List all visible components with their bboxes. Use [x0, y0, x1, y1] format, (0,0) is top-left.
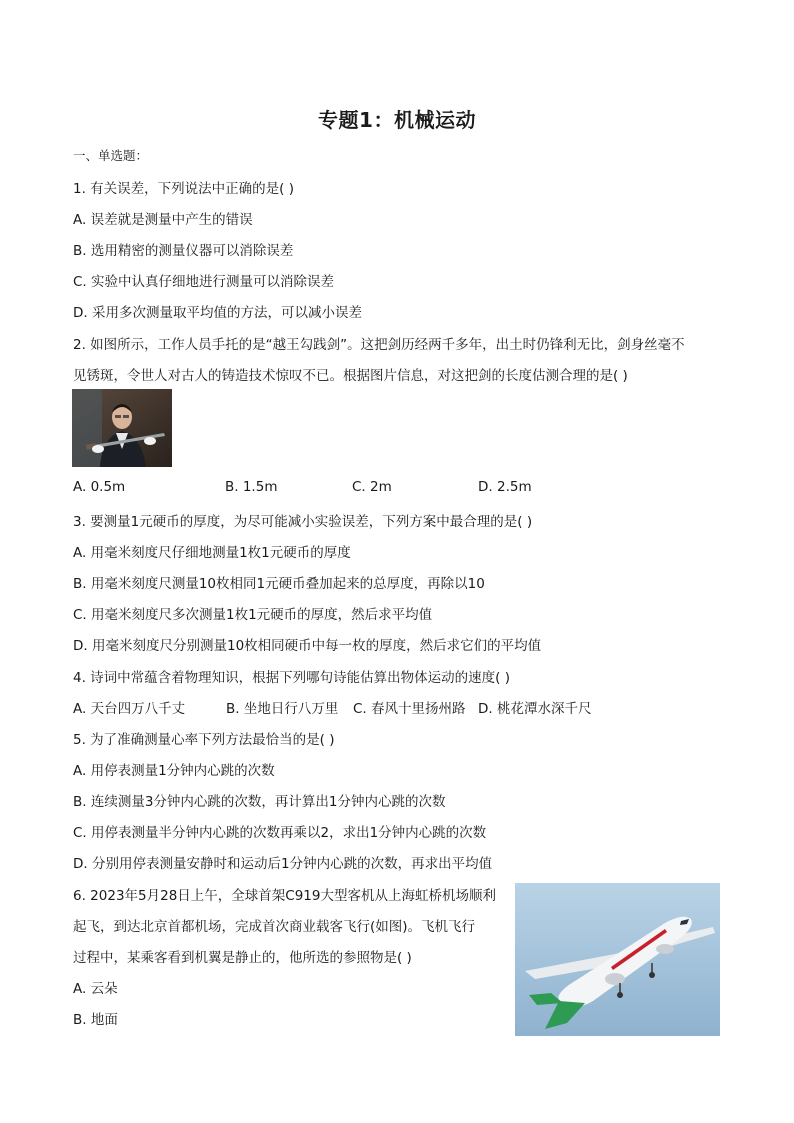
q4-option-c: C. 春风十里扬州路 [353, 701, 466, 717]
q1-stem: 1. 有关误差，下列说法中正确的是( ) [73, 181, 294, 197]
q3-option-b: B. 用毫米刻度尺测量10枚相同1元硬币叠加起来的总厚度，再除以10 [73, 576, 485, 592]
q3-stem: 3. 要测量1元硬币的厚度，为尽可能减小实验误差，下列方案中最合理的是( ) [73, 514, 533, 530]
q2-options [73, 479, 533, 499]
q4-option-b: B. 坐地日行八万里 [226, 701, 339, 717]
page-title: 专题1：机械运动 [318, 108, 476, 132]
q5-option-a: A. 用停表测量1分钟内心跳的次数 [73, 763, 275, 779]
q6-stem-line1: 6. 2023年5月28日上午，全球首架C919大型客机从上海虹桥机场顺利 [73, 888, 496, 904]
q6-stem-line2: 起飞，到达北京首都机场，完成首次商业载客飞行(如图)。飞机飞行 [73, 919, 476, 935]
q3-option-d: D. 用毫米刻度尺分别测量10枚相同硬币中每一枚的厚度，然后求它们的平均值 [73, 638, 542, 654]
q6-option-a: A. 云朵 [73, 981, 118, 997]
q5-option-d: D. 分别用停表测量安静时和运动后1分钟内心跳的次数，再求出平均值 [73, 856, 493, 872]
sword-photo-graphic [72, 389, 172, 467]
q2-stem-line1: 2. 如图所示，工作人员手托的是“越王勾践剑”。这把剑历经两千多年，出土时仍锋利无比，剑身丝毫不 [73, 337, 685, 353]
q2-option-b: B. 1.5m [225, 479, 278, 495]
q2-option-c: C. 2m [352, 479, 392, 495]
sword-photo [72, 389, 172, 467]
q6-option-b: B. 地面 [73, 1012, 118, 1028]
section-heading: 一、单选题： [73, 148, 149, 163]
q4-option-a: A. 天台四万八千丈 [73, 701, 186, 717]
q3-option-c: C. 用毫米刻度尺多次测量1枚1元硬币的厚度，然后求平均值 [73, 607, 433, 623]
q1-option-a: A. 误差就是测量中产生的错误 [73, 212, 253, 228]
airplane-photo [515, 883, 720, 1036]
q1-option-c: C. 实验中认真仔细地进行测量可以消除误差 [73, 274, 335, 290]
q5-option-c: C. 用停表测量半分钟内心跳的次数再乘以2，求出1分钟内心跳的次数 [73, 825, 487, 841]
q4-stem: 4. 诗词中常蕴含着物理知识，根据下列哪句诗能估算出物体运动的速度( ) [73, 670, 510, 686]
q2-option-a: A. 0.5m [73, 479, 126, 495]
q6-stem-line3: 过程中，某乘客看到机翼是静止的，他所选的参照物是( ) [73, 950, 412, 966]
airplane-photo-graphic [515, 883, 720, 1036]
q5-stem: 5. 为了准确测量心率下列方法最恰当的是( ) [73, 732, 335, 748]
q2-stem-line2: 见锈斑，令世人对古人的铸造技术惊叹不已。根据图片信息，对这把剑的长度估测合理的是( ) [73, 368, 628, 384]
q4-option-d: D. 桃花潭水深千尺 [478, 701, 592, 717]
q1-option-d: D. 采用多次测量取平均值的方法，可以减小误差 [73, 305, 362, 321]
q5-option-b: B. 连续测量3分钟内心跳的次数，再计算出1分钟内心跳的次数 [73, 794, 446, 810]
q2-option-d: D. 2.5m [478, 479, 532, 495]
q1-option-b: B. 选用精密的测量仪器可以消除误差 [73, 243, 294, 259]
q4-options [73, 697, 603, 717]
q3-option-a: A. 用毫米刻度尺仔细地测量1枚1元硬币的厚度 [73, 545, 351, 561]
